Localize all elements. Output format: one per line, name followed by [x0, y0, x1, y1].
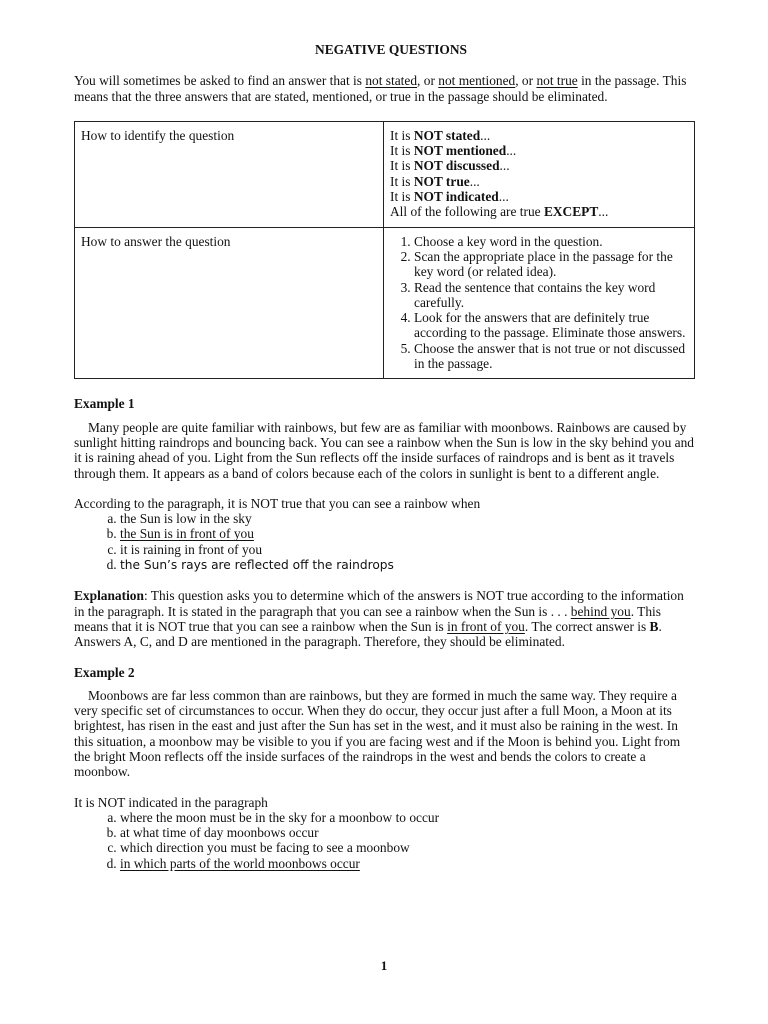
example-1-passage: Many people are quite familiar with rainbows, but few are as familiar with moonbows. Rainbows are caused by sunlight hitting raindrops and bouncing back. You can see a rainbow when the Sun is low in the sky behind you and it is raining ahead of you. Light from the Sun reflects off the inside surfaces of raindrops and is bent as it travels through them. It appears as a band of colors because each of the colors in sunlight is bent to a different angle. [74, 419, 694, 481]
list-item: 3. Read the sentence that contains the key word carefully. [414, 280, 688, 311]
example-2-passage: Moonbows are far less common than are rainbows, but they are formed in much the same way. They require a very specific set of circumstances to occur. When they do occur, they occur just after a full Moon, a Moon at its brightest, has risen in the east and just after the Sun has set in the west, and it must also be raining in the west. In this situation, a moonbow may be visible to you if you are facing west and if the Moon is behind you. Light from the bright Moon reflects off the inside surfaces of the raindrops in the west and bends the colors to create a moonbow. [74, 687, 681, 780]
example-1-explanation [74, 588, 696, 649]
phrase-text: It is [390, 143, 414, 159]
explanation-text: . This means that it is NOT true that you can see a rainbow when the Sun is [74, 603, 661, 634]
list-item [120, 856, 696, 871]
explanation-underline: behind you [570, 603, 631, 619]
answer-steps-cell [384, 227, 695, 379]
phrase-bold: NOT stated [413, 127, 481, 143]
page-title: NEGATIVE QUESTIONS [315, 42, 467, 57]
phrase-text: It is [390, 173, 414, 189]
example-1-heading: Example 1 [74, 396, 135, 412]
phrase-text: It is [390, 158, 414, 174]
example-2-heading: Example 2 [74, 664, 135, 680]
table-cell-label: How to answer the question [75, 227, 384, 379]
phrase-text: All of the following are true [390, 204, 544, 220]
phrase-text: ... [499, 158, 510, 174]
intro-underline-not-true: not true [536, 73, 578, 89]
phrase-text: ... [469, 173, 480, 189]
explanation-text: : This question asks you to determine which of the answers is NOT true according to the information in the paragraph. It is stated in the paragraph that you can see a rainbow when the Sun is . . . [74, 588, 684, 619]
correct-choice-underline: the Sun is in front of you [120, 526, 254, 542]
identify-line [390, 189, 688, 204]
list-item: a. where the moon must be in the sky for a moonbow to occur [120, 810, 696, 825]
list-item: c. which direction you must be facing to see a moonbow [120, 840, 696, 855]
phrase-text: ... [598, 204, 609, 220]
list-item: 2. Scan the appropriate place in the passage for the key word (or related idea). [414, 249, 688, 280]
table-row-identify [75, 121, 695, 227]
correct-choice-underline: in which parts of the world moonbows occur [120, 855, 360, 871]
explanation-text: . The correct answer is [524, 618, 650, 634]
phrase-bold: NOT mentioned [413, 143, 507, 159]
identify-phrases [384, 121, 695, 227]
list-item: b. at what time of day moonbows occur [120, 825, 696, 840]
phrase-bold: NOT true [413, 173, 470, 189]
phrase-text: It is [390, 127, 414, 143]
list-item: 4. Look for the answers that are definitely true according to the passage. Eliminate those answers. [414, 310, 688, 341]
example-1-choices [74, 511, 696, 573]
example-2-question: It is NOT indicated in the paragraph [74, 794, 268, 810]
phrase-bold: NOT discussed [413, 158, 500, 174]
example-2-choices [74, 810, 696, 871]
intro-underline-not-stated: not stated [365, 73, 418, 89]
phrase-text: ... [480, 127, 491, 143]
answer-steps-list [390, 234, 688, 372]
intro-text: in the passage. This means that the three answers that are stated, mentioned, or true in the passage should be eliminated. [74, 73, 687, 104]
table-cell-label: How to identify the question [75, 121, 384, 227]
intro-paragraph [74, 73, 696, 104]
identify-line [390, 174, 688, 189]
example-1-question: According to the paragraph, it is NOT true that you can see a rainbow when [74, 495, 481, 511]
intro-underline-not-mentioned: not mentioned [438, 73, 516, 89]
intro-text: , or [515, 73, 537, 89]
explanation-answer: B [649, 618, 659, 634]
phrase-text: It is [390, 189, 414, 205]
explanation-underline: in front of you [447, 618, 525, 634]
list-item: 1. Choose a key word in the question. [414, 234, 688, 249]
identify-line [390, 158, 688, 173]
intro-text: , or [417, 73, 439, 89]
phrase-bold: EXCEPT [543, 204, 599, 220]
list-item [120, 557, 696, 573]
table-row-answer [75, 227, 695, 379]
identify-line [390, 143, 688, 158]
identify-line [390, 204, 688, 219]
explanation-text: . Answers A, C, and D are mentioned in the paragraph. Therefore, they should be eliminated. [74, 618, 662, 650]
phrase-text: ... [506, 143, 517, 159]
identify-line [390, 128, 688, 143]
list-item: a. the Sun is low in the sky [120, 511, 696, 526]
explanation-label: Explanation [74, 588, 144, 604]
strategy-table [74, 121, 695, 379]
intro-text: You will sometimes be asked to find an answer that is [74, 73, 366, 89]
phrase-bold: NOT indicated [413, 189, 499, 205]
choice-text: the Sun’s rays are reflected off the raindrops [120, 558, 394, 573]
page-number: 1 [380, 958, 388, 973]
document-page [74, 42, 696, 886]
list-item [120, 526, 696, 541]
list-item: 5. Choose the answer that is not true or not discussed in the passage. [414, 341, 688, 372]
list-item: c. it is raining in front of you [120, 542, 696, 557]
phrase-text: ... [498, 189, 509, 205]
